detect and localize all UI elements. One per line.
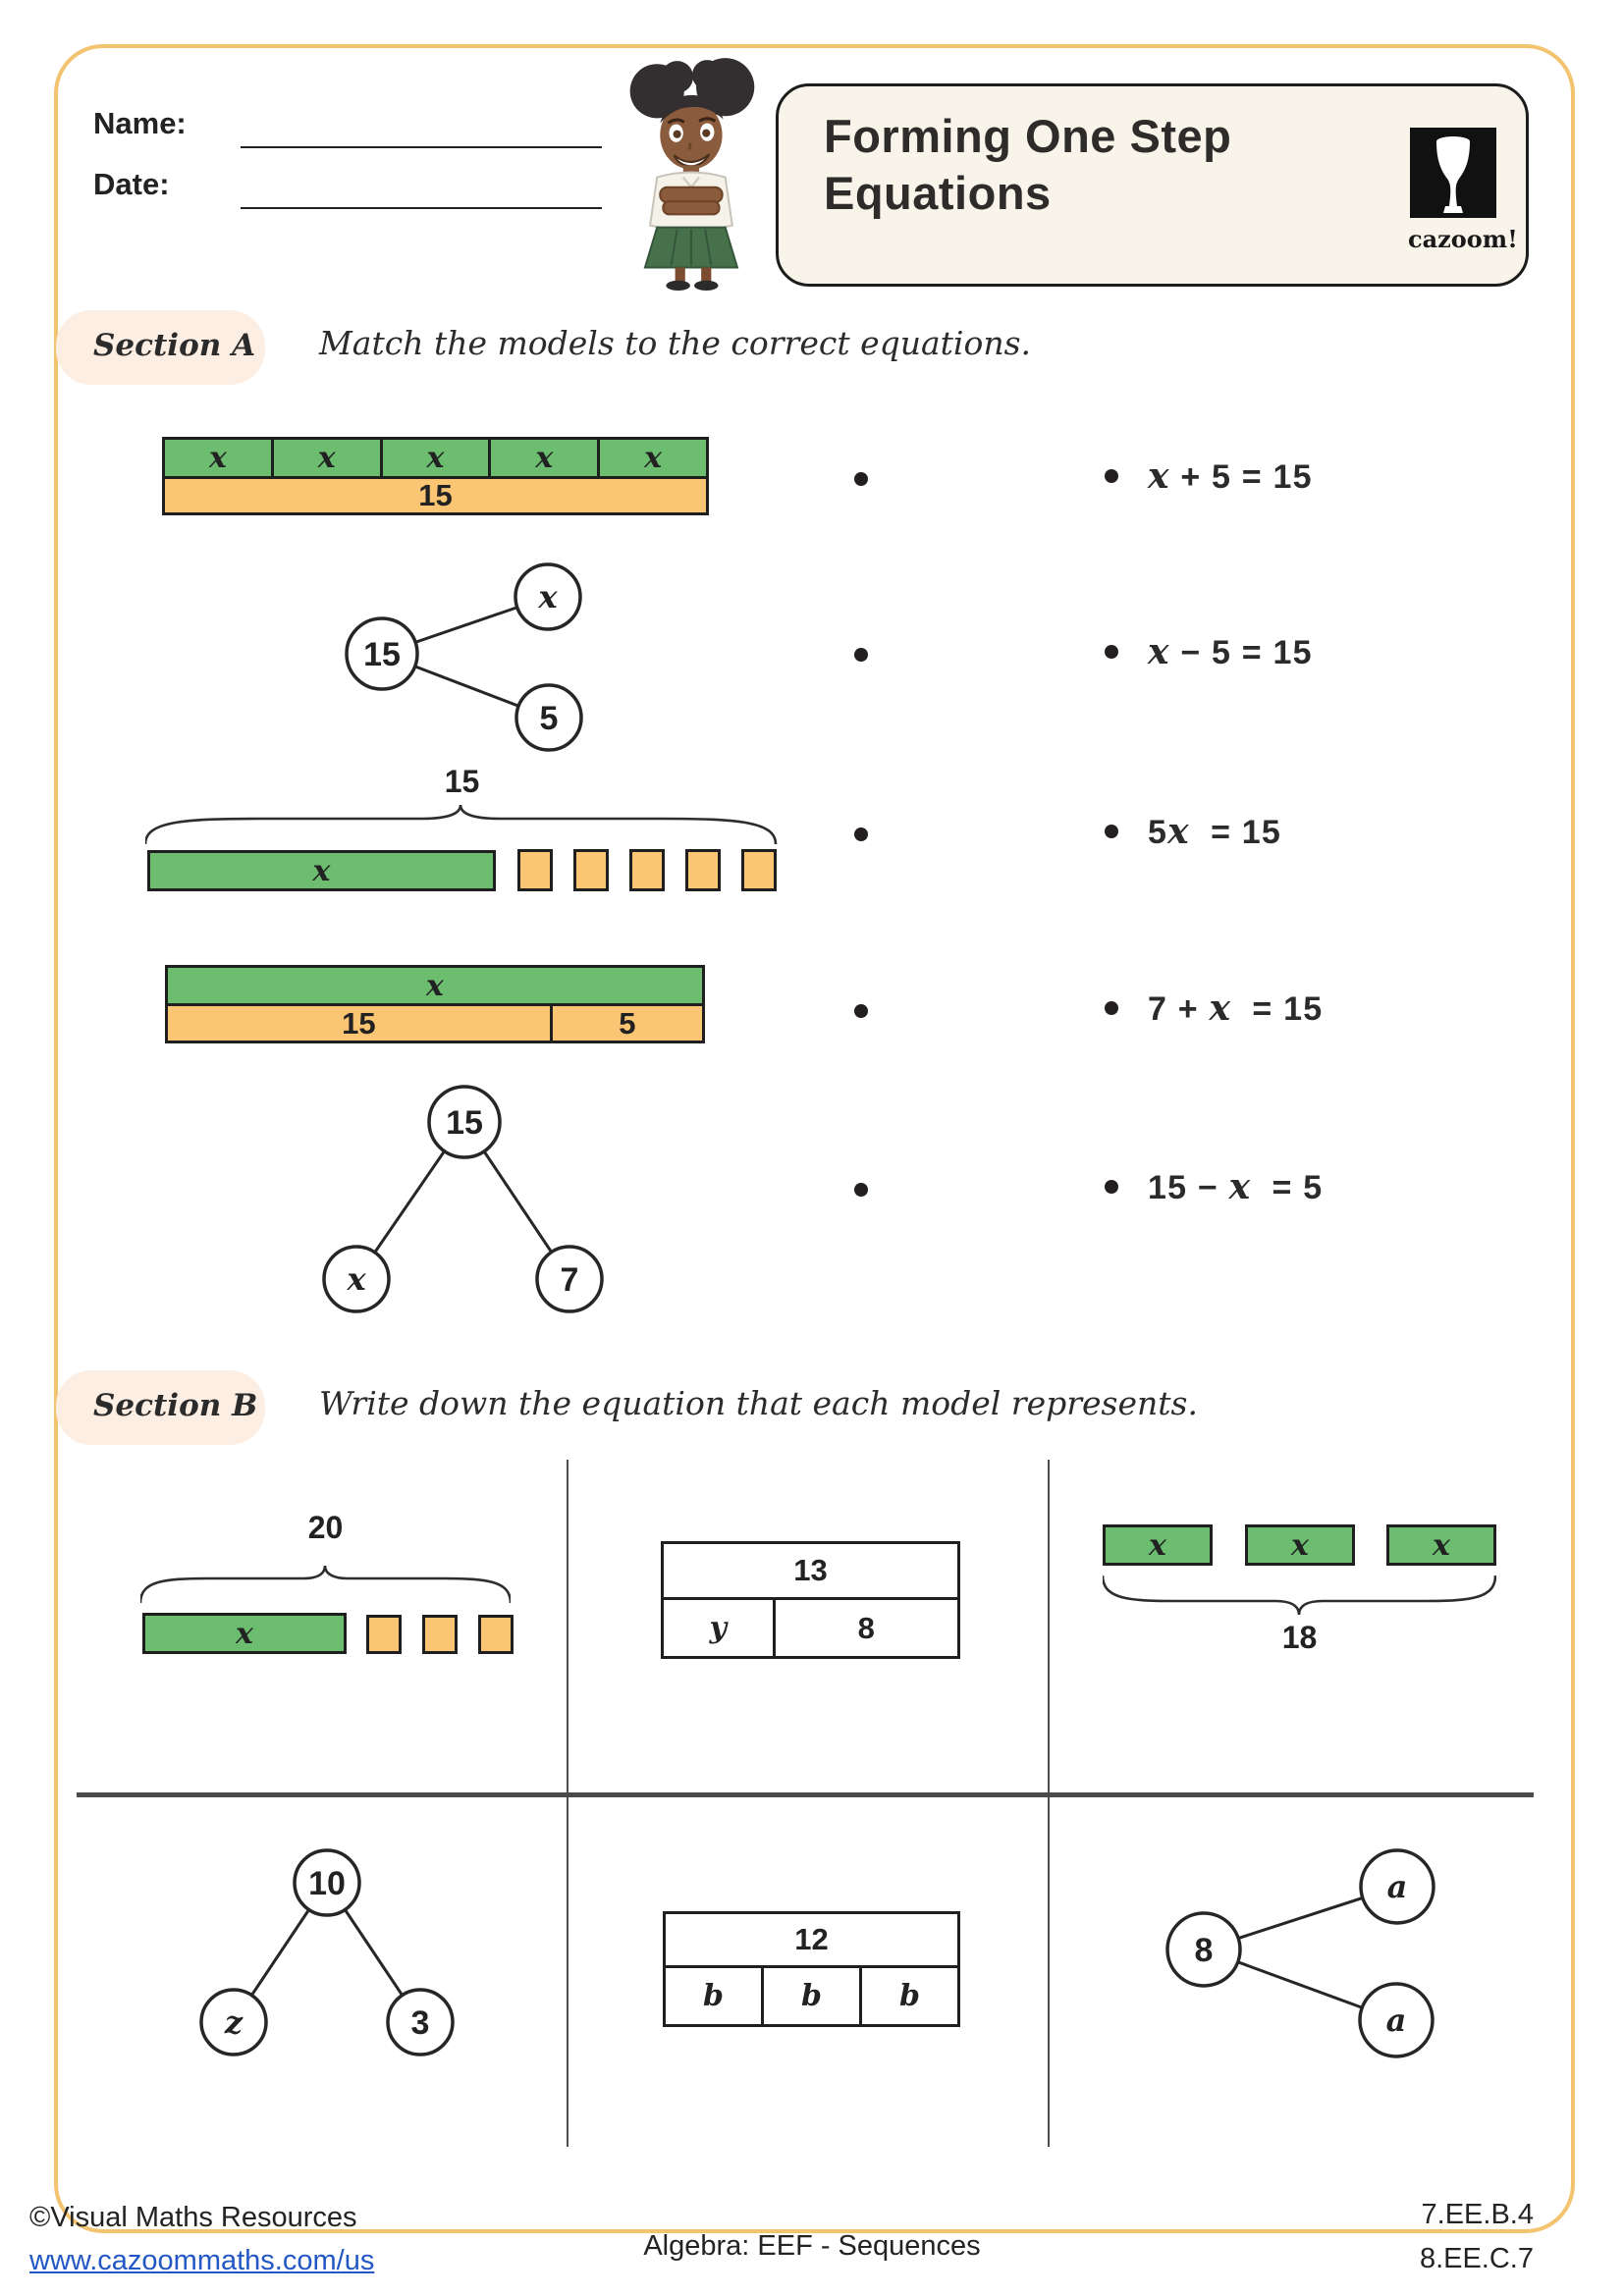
cazoom-logo-text: cazoom! (1408, 225, 1518, 253)
title-line-2: Equations (824, 167, 1052, 219)
model-b3-x-label: x (1291, 1527, 1309, 1563)
model-b5-total-row (666, 1914, 957, 1968)
name-label: Name: (93, 106, 187, 140)
model-a1-total-cell (165, 479, 706, 512)
title-box (776, 83, 1529, 287)
model-b2-parts-row (664, 1600, 957, 1656)
model-a4-part-5 (553, 1006, 702, 1041)
model-a1-total-row (165, 479, 706, 512)
model-a2-part-x: x (538, 578, 558, 615)
section-a-instruction: Match the models to the correct equations. (319, 324, 1032, 362)
model-b3-brace (1103, 1574, 1496, 1617)
footer-topic: Algebra: EEF - Sequences (643, 2230, 981, 2262)
model-b5-total: 12 (794, 1922, 829, 1956)
model-b3-x-box (1103, 1524, 1213, 1566)
model-a4-bar (165, 965, 705, 1043)
model-b3-x-box (1386, 1524, 1496, 1566)
model-a1-cell-label: x (426, 441, 445, 475)
match-dot-model-1[interactable] (854, 472, 868, 486)
model-a1-total: 15 (418, 478, 453, 512)
model-b4-part-z: z (224, 2003, 244, 2041)
model-a1-cell-label: x (317, 441, 336, 475)
section-a-label: Section A (93, 328, 256, 363)
grid-vertical-divider-1 (567, 1460, 568, 2147)
model-b4-part-3: 3 (410, 2004, 430, 2042)
model-b2-part-y-label: y (709, 1611, 728, 1645)
model-a3-total: 15 (444, 764, 480, 799)
unit-square (366, 1615, 402, 1654)
model-a4-part-15-label: 15 (342, 1005, 376, 1041)
model-a4-x-label: x (426, 968, 444, 1003)
model-b2-total: 13 (793, 1553, 828, 1587)
unit-square (478, 1615, 514, 1654)
model-a1-cell (491, 440, 600, 476)
model-b5-b-cell (862, 1968, 957, 2024)
date-label: Date: (93, 167, 170, 201)
match-dot-equation-5[interactable] (1105, 1180, 1118, 1194)
model-a4-x-cell (168, 968, 702, 1003)
equation-1: x + 5 = 15 (1148, 455, 1313, 497)
model-a1-cell (165, 440, 274, 476)
model-a5-part-whole (319, 1080, 614, 1320)
model-b6-part-a-bottom: a (1385, 2002, 1407, 2039)
match-dot-model-2[interactable] (854, 648, 868, 662)
model-a4-x-row (168, 968, 702, 1006)
model-b1-brace (140, 1564, 511, 1605)
model-b1-x-label: x (236, 1616, 253, 1651)
model-a4-part-5-label: 5 (619, 1005, 636, 1041)
equation-5: 15 − x = 5 (1148, 1166, 1324, 1207)
model-b2-part-8-label: 8 (857, 1610, 875, 1645)
model-b5-parts-row (666, 1968, 957, 2024)
grid-vertical-divider-2 (1048, 1460, 1050, 2147)
model-a1-cell-label: x (644, 441, 663, 475)
model-a1-cell-label: x (208, 441, 227, 475)
unit-square (517, 849, 553, 891)
model-b5-b-cell (666, 1968, 764, 2024)
model-b5-b-label: b (703, 1979, 724, 2013)
match-dot-model-3[interactable] (854, 828, 868, 841)
model-b3-total: 18 (1281, 1620, 1318, 1655)
section-a-pill (56, 310, 265, 385)
student-illustration (617, 55, 772, 291)
equation-row (1105, 1166, 1323, 1207)
model-b1-unit-squares (366, 1615, 514, 1654)
date-line (241, 206, 602, 209)
match-dot-equation-3[interactable] (1105, 825, 1118, 838)
model-b2-part-8 (776, 1600, 957, 1656)
unit-square (629, 849, 665, 891)
model-b6-part-a-top: a (1386, 1868, 1408, 1905)
model-a3-x-bar (147, 850, 496, 891)
model-a1-cell (600, 440, 706, 476)
section-b-label: Section B (93, 1388, 258, 1423)
model-b1-total: 20 (307, 1510, 344, 1545)
model-b4-part-whole (196, 1845, 461, 2061)
model-a2-part-whole (324, 550, 589, 761)
standard-code-2: 8.EE.C.7 (1419, 2243, 1534, 2274)
cazoom-link[interactable]: www.cazoommaths.com/us (29, 2245, 375, 2276)
unit-square (741, 849, 777, 891)
equation-4: 7 + x = 15 (1148, 988, 1324, 1029)
model-a5-part-x: x (347, 1260, 366, 1298)
model-b5-total-cell (666, 1914, 957, 1965)
match-dot-equation-1[interactable] (1105, 469, 1118, 483)
equation-2: x − 5 = 15 (1148, 631, 1313, 672)
equation-row (1105, 811, 1281, 852)
unit-square (685, 849, 721, 891)
match-dot-model-5[interactable] (854, 1183, 868, 1197)
model-b2-part-y (664, 1600, 776, 1656)
cazoom-logo-icon (1410, 128, 1496, 218)
model-b2-total-cell (664, 1544, 957, 1597)
model-a3-unit-squares (517, 849, 777, 891)
model-a2-whole: 15 (363, 636, 401, 673)
title-line-1: Forming One Step (824, 110, 1232, 162)
match-dot-model-4[interactable] (854, 1004, 868, 1018)
model-b6-whole: 8 (1194, 1932, 1214, 1969)
model-b3-x-box (1245, 1524, 1355, 1566)
model-b6-part-whole (1159, 1841, 1443, 2066)
model-b5-bar (663, 1911, 960, 2027)
equation-row (1105, 988, 1323, 1029)
name-line (241, 145, 602, 148)
model-b5-b-cell (764, 1968, 862, 2024)
model-a1-cell (274, 440, 383, 476)
model-b2-total-row (664, 1544, 957, 1600)
unit-square (573, 849, 609, 891)
model-b2-bar (661, 1541, 960, 1659)
worksheet-title (824, 108, 1231, 222)
model-a4-part-15 (168, 1006, 553, 1041)
section-b-pill (56, 1370, 265, 1445)
model-a1-x-row (165, 440, 706, 479)
unit-square (422, 1615, 458, 1654)
model-b4-whole: 10 (308, 1865, 346, 1902)
model-a5-part-7: 7 (560, 1261, 579, 1299)
model-a3-brace (145, 803, 779, 846)
standard-code-1: 7.EE.B.4 (1421, 2199, 1534, 2230)
match-dot-equation-2[interactable] (1105, 645, 1118, 659)
equation-row (1105, 455, 1313, 497)
model-b5-b-label: b (899, 1979, 920, 2013)
model-a4-parts-row (168, 1006, 702, 1041)
equation-row (1105, 631, 1313, 672)
model-a1-cell-label: x (535, 441, 554, 475)
model-b5-b-label: b (801, 1979, 822, 2013)
section-b-instruction: Write down the equation that each model represents. (319, 1384, 1198, 1422)
model-b3-x-label: x (1149, 1527, 1166, 1563)
model-a1-bar (162, 437, 709, 515)
copyright-text: ©Visual Maths Resources (29, 2202, 357, 2233)
match-dot-equation-4[interactable] (1105, 1001, 1118, 1015)
model-a3-x-label: x (312, 853, 331, 888)
model-a1-cell (383, 440, 492, 476)
model-b1-x-bar (142, 1613, 347, 1654)
equation-3: 5x = 15 (1148, 811, 1281, 852)
model-a5-whole: 15 (446, 1104, 483, 1142)
grid-horizontal-divider (77, 1792, 1534, 1797)
model-b3-x-label: x (1433, 1527, 1450, 1563)
cazoom-logo (1408, 128, 1518, 253)
model-a2-part-5: 5 (539, 700, 559, 737)
